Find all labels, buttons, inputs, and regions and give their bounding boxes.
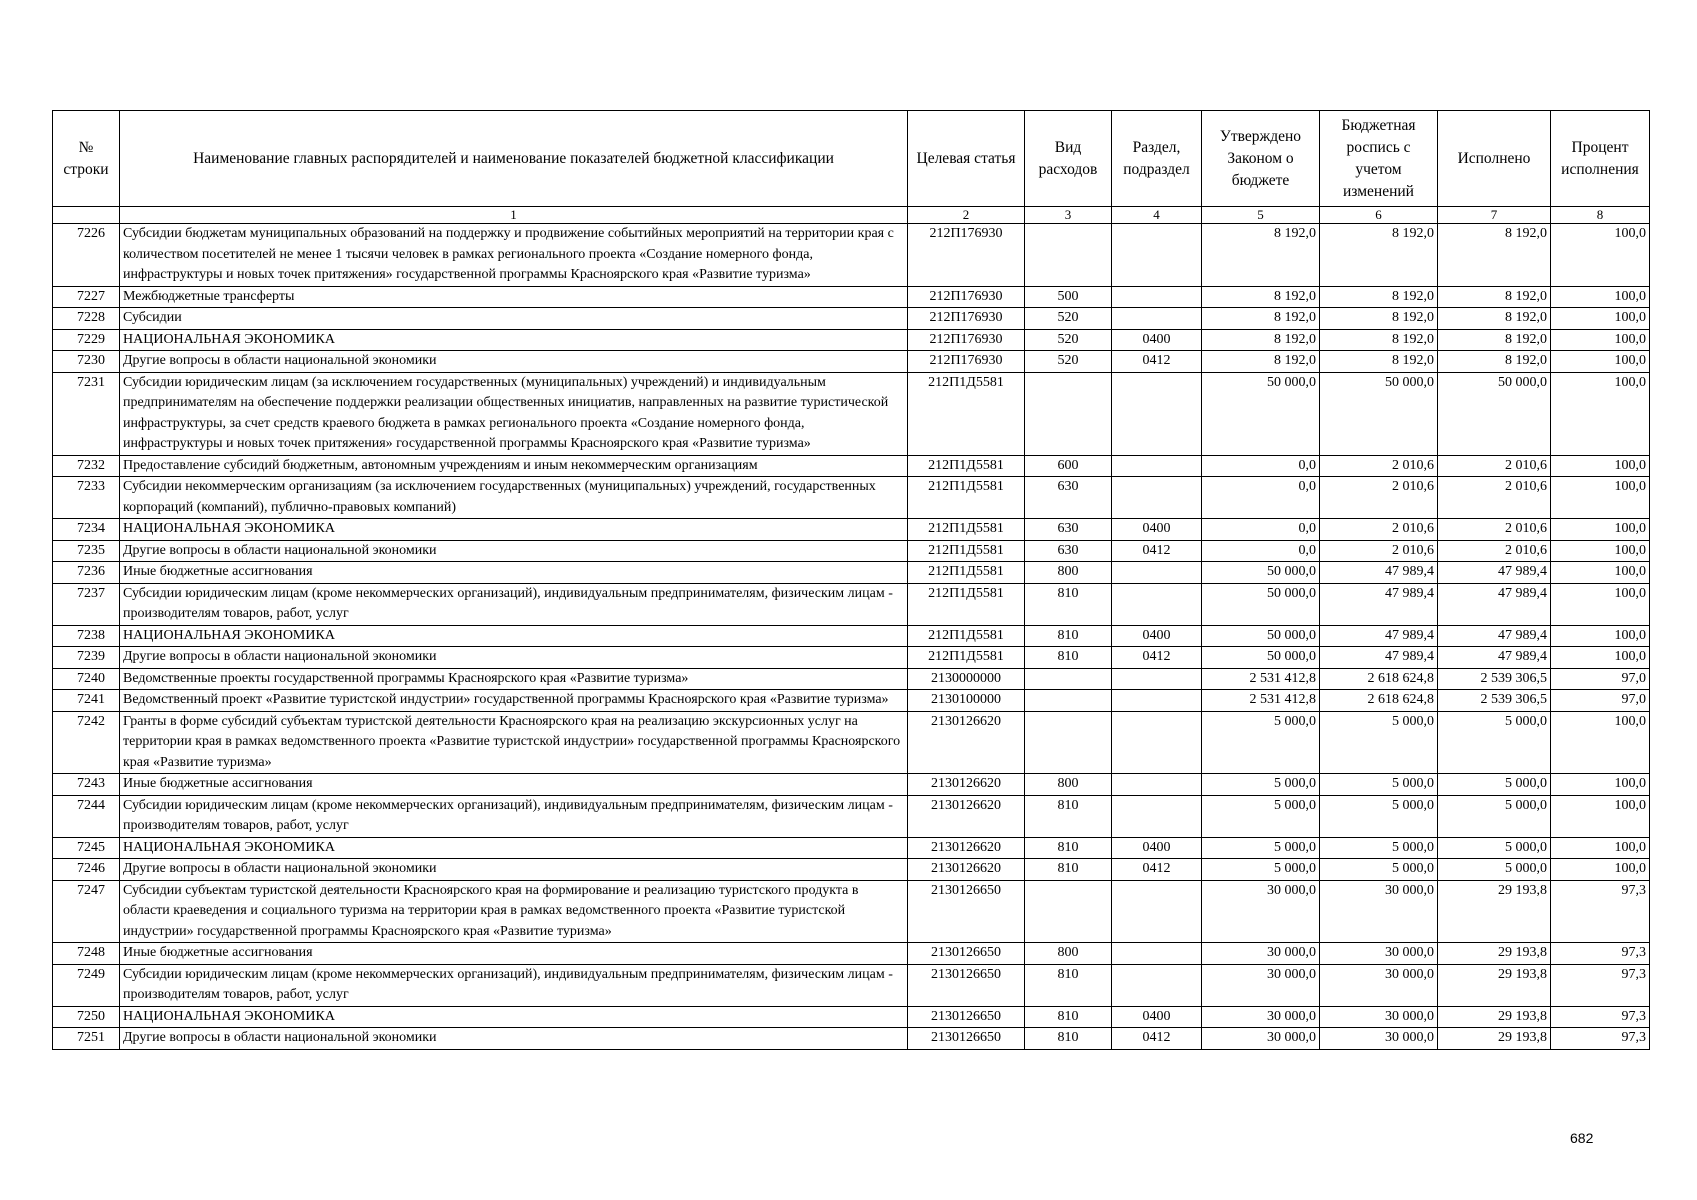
approved-amount-cell: 8 192,0 xyxy=(1202,224,1320,287)
target-article-cell: 2130000000 xyxy=(908,668,1025,690)
header-approved: Утверждено Законом о бюджете xyxy=(1202,111,1320,207)
section-cell xyxy=(1112,668,1202,690)
row-number-cell: 7251 xyxy=(53,1028,120,1050)
item-name-cell: Другие вопросы в области национальной экономики xyxy=(120,647,908,669)
table-body xyxy=(53,224,1650,1050)
table-row xyxy=(53,1028,1650,1050)
section-cell xyxy=(1112,711,1202,774)
approved-amount-cell: 5 000,0 xyxy=(1202,774,1320,796)
target-article-cell: 2130126650 xyxy=(908,1006,1025,1028)
section-cell xyxy=(1112,308,1202,330)
header-schedule: Бюджетная роспись с учетом изменений xyxy=(1320,111,1438,207)
item-name-cell: Другие вопросы в области национальной экономики xyxy=(120,540,908,562)
schedule-amount-cell: 2 010,6 xyxy=(1320,477,1438,519)
target-article-cell: 212П176930 xyxy=(908,308,1025,330)
column-number: 5 xyxy=(1202,207,1320,224)
item-name-cell: НАЦИОНАЛЬНАЯ ЭКОНОМИКА xyxy=(120,519,908,541)
table-row xyxy=(53,540,1650,562)
executed-amount-cell: 5 000,0 xyxy=(1438,795,1551,837)
target-article-cell: 2130126620 xyxy=(908,774,1025,796)
section-cell xyxy=(1112,477,1202,519)
expense-type-cell: 630 xyxy=(1025,477,1112,519)
approved-amount-cell: 30 000,0 xyxy=(1202,880,1320,943)
row-number-cell: 7248 xyxy=(53,943,120,965)
row-number-cell: 7231 xyxy=(53,372,120,455)
percent-cell: 100,0 xyxy=(1551,455,1650,477)
expense-type-cell xyxy=(1025,690,1112,712)
target-article-cell: 212П1Д5581 xyxy=(908,625,1025,647)
item-name-cell: Иные бюджетные ассигнования xyxy=(120,774,908,796)
approved-amount-cell: 50 000,0 xyxy=(1202,625,1320,647)
target-article-cell: 212П1Д5581 xyxy=(908,372,1025,455)
executed-amount-cell: 29 193,8 xyxy=(1438,964,1551,1006)
target-article-cell: 212П1Д5581 xyxy=(908,647,1025,669)
expense-type-cell xyxy=(1025,372,1112,455)
expense-type-cell: 810 xyxy=(1025,625,1112,647)
item-name-cell: Другие вопросы в области национальной экономики xyxy=(120,351,908,373)
table-row xyxy=(53,224,1650,287)
percent-cell: 97,0 xyxy=(1551,690,1650,712)
target-article-cell: 212П176930 xyxy=(908,351,1025,373)
schedule-amount-cell: 8 192,0 xyxy=(1320,224,1438,287)
approved-amount-cell: 8 192,0 xyxy=(1202,329,1320,351)
schedule-amount-cell: 2 618 624,8 xyxy=(1320,690,1438,712)
row-number-cell: 7238 xyxy=(53,625,120,647)
target-article-cell: 2130126620 xyxy=(908,795,1025,837)
schedule-amount-cell: 5 000,0 xyxy=(1320,774,1438,796)
section-cell: 0412 xyxy=(1112,351,1202,373)
schedule-amount-cell: 47 989,4 xyxy=(1320,647,1438,669)
expense-type-cell: 810 xyxy=(1025,964,1112,1006)
approved-amount-cell: 8 192,0 xyxy=(1202,308,1320,330)
schedule-amount-cell: 2 010,6 xyxy=(1320,540,1438,562)
expense-type-cell: 520 xyxy=(1025,329,1112,351)
target-article-cell: 212П1Д5581 xyxy=(908,562,1025,584)
item-name-cell: Субсидии субъектам туристской деятельности Красноярского края на формирование и реализацию туристского продукта в области краеведения и социального туризма на территории края в рамках ведомственного проекта «Развитие туристской индустрии» государственной программы Красноярского края «Развитие туризма» xyxy=(120,880,908,943)
section-cell xyxy=(1112,690,1202,712)
executed-amount-cell: 2 539 306,5 xyxy=(1438,690,1551,712)
item-name-cell: Субсидии бюджетам муниципальных образований на поддержку и продвижение событийных мероприятий на территории края с количеством посетителей не менее 1 тысячи человек в рамках регионального проекта «Создание номерного фонда, инфраструктуры и новых точек притяжения» государственной программы Красноярского края «Развитие туризма» xyxy=(120,224,908,287)
schedule-amount-cell: 2 618 624,8 xyxy=(1320,668,1438,690)
header-target-article: Целевая статья xyxy=(908,111,1025,207)
percent-cell: 100,0 xyxy=(1551,540,1650,562)
approved-amount-cell: 2 531 412,8 xyxy=(1202,668,1320,690)
table-row xyxy=(53,795,1650,837)
row-number-cell: 7250 xyxy=(53,1006,120,1028)
expense-type-cell xyxy=(1025,880,1112,943)
executed-amount-cell: 29 193,8 xyxy=(1438,880,1551,943)
expense-type-cell: 800 xyxy=(1025,562,1112,584)
item-name-cell: Субсидии юридическим лицам (кроме некоммерческих организаций), индивидуальным предпринимателям, физическим лицам - производителям товаров, работ, услуг xyxy=(120,964,908,1006)
table-row xyxy=(53,519,1650,541)
table-row xyxy=(53,455,1650,477)
schedule-amount-cell: 30 000,0 xyxy=(1320,1028,1438,1050)
percent-cell: 100,0 xyxy=(1551,308,1650,330)
row-number-cell: 7229 xyxy=(53,329,120,351)
column-number-row xyxy=(53,207,1650,224)
table-row xyxy=(53,711,1650,774)
percent-cell: 100,0 xyxy=(1551,329,1650,351)
target-article-cell: 2130126620 xyxy=(908,711,1025,774)
approved-amount-cell: 5 000,0 xyxy=(1202,859,1320,881)
approved-amount-cell: 0,0 xyxy=(1202,477,1320,519)
table-row xyxy=(53,943,1650,965)
executed-amount-cell: 8 192,0 xyxy=(1438,329,1551,351)
percent-cell: 100,0 xyxy=(1551,837,1650,859)
percent-cell: 97,3 xyxy=(1551,1006,1650,1028)
percent-cell: 100,0 xyxy=(1551,859,1650,881)
table-row xyxy=(53,329,1650,351)
percent-cell: 100,0 xyxy=(1551,286,1650,308)
row-number-cell: 7228 xyxy=(53,308,120,330)
percent-cell: 100,0 xyxy=(1551,625,1650,647)
schedule-amount-cell: 47 989,4 xyxy=(1320,583,1438,625)
section-cell xyxy=(1112,372,1202,455)
section-cell xyxy=(1112,795,1202,837)
row-number-cell: 7233 xyxy=(53,477,120,519)
column-number xyxy=(53,207,120,224)
row-number-cell: 7234 xyxy=(53,519,120,541)
table-row xyxy=(53,583,1650,625)
expense-type-cell xyxy=(1025,668,1112,690)
approved-amount-cell: 5 000,0 xyxy=(1202,711,1320,774)
section-cell xyxy=(1112,562,1202,584)
item-name-cell: Субсидии xyxy=(120,308,908,330)
item-name-cell: Другие вопросы в области национальной экономики xyxy=(120,1028,908,1050)
percent-cell: 100,0 xyxy=(1551,795,1650,837)
percent-cell: 100,0 xyxy=(1551,372,1650,455)
row-number-cell: 7232 xyxy=(53,455,120,477)
percent-cell: 100,0 xyxy=(1551,647,1650,669)
target-article-cell: 212П1Д5581 xyxy=(908,455,1025,477)
item-name-cell: Ведомственный проект «Развитие туристской индустрии» государственной программы Красноярского края «Развитие туризма» xyxy=(120,690,908,712)
target-article-cell: 212П176930 xyxy=(908,329,1025,351)
table-row xyxy=(53,837,1650,859)
executed-amount-cell: 8 192,0 xyxy=(1438,224,1551,287)
table-row xyxy=(53,859,1650,881)
approved-amount-cell: 30 000,0 xyxy=(1202,1006,1320,1028)
section-cell xyxy=(1112,943,1202,965)
schedule-amount-cell: 8 192,0 xyxy=(1320,286,1438,308)
expense-type-cell: 810 xyxy=(1025,583,1112,625)
table-row xyxy=(53,625,1650,647)
expense-type-cell: 800 xyxy=(1025,774,1112,796)
item-name-cell: НАЦИОНАЛЬНАЯ ЭКОНОМИКА xyxy=(120,1006,908,1028)
column-number: 7 xyxy=(1438,207,1551,224)
expense-type-cell: 810 xyxy=(1025,795,1112,837)
item-name-cell: Иные бюджетные ассигнования xyxy=(120,562,908,584)
target-article-cell: 2130126620 xyxy=(908,837,1025,859)
item-name-cell: Субсидии юридическим лицам (кроме некоммерческих организаций), индивидуальным предпринимателям, физическим лицам - производителям товаров, работ, услуг xyxy=(120,795,908,837)
executed-amount-cell: 8 192,0 xyxy=(1438,286,1551,308)
executed-amount-cell: 2 010,6 xyxy=(1438,477,1551,519)
executed-amount-cell: 5 000,0 xyxy=(1438,711,1551,774)
section-cell: 0412 xyxy=(1112,1028,1202,1050)
executed-amount-cell: 47 989,4 xyxy=(1438,562,1551,584)
schedule-amount-cell: 50 000,0 xyxy=(1320,372,1438,455)
table-row xyxy=(53,286,1650,308)
expense-type-cell xyxy=(1025,711,1112,774)
item-name-cell: Другие вопросы в области национальной экономики xyxy=(120,859,908,881)
row-number-cell: 7244 xyxy=(53,795,120,837)
row-number-cell: 7239 xyxy=(53,647,120,669)
schedule-amount-cell: 5 000,0 xyxy=(1320,711,1438,774)
percent-cell: 97,0 xyxy=(1551,668,1650,690)
target-article-cell: 2130100000 xyxy=(908,690,1025,712)
approved-amount-cell: 8 192,0 xyxy=(1202,286,1320,308)
percent-cell: 97,3 xyxy=(1551,943,1650,965)
item-name-cell: Ведомственные проекты государственной программы Красноярского края «Развитие туризма» xyxy=(120,668,908,690)
approved-amount-cell: 30 000,0 xyxy=(1202,943,1320,965)
table-row xyxy=(53,562,1650,584)
schedule-amount-cell: 30 000,0 xyxy=(1320,880,1438,943)
header-row xyxy=(53,111,1650,207)
executed-amount-cell: 47 989,4 xyxy=(1438,647,1551,669)
schedule-amount-cell: 8 192,0 xyxy=(1320,329,1438,351)
row-number-cell: 7236 xyxy=(53,562,120,584)
row-number-cell: 7247 xyxy=(53,880,120,943)
expense-type-cell: 520 xyxy=(1025,308,1112,330)
executed-amount-cell: 2 010,6 xyxy=(1438,540,1551,562)
header-row-number: № строки xyxy=(53,111,120,207)
approved-amount-cell: 50 000,0 xyxy=(1202,562,1320,584)
section-cell: 0412 xyxy=(1112,540,1202,562)
percent-cell: 100,0 xyxy=(1551,583,1650,625)
percent-cell: 100,0 xyxy=(1551,774,1650,796)
table-row xyxy=(53,647,1650,669)
section-cell: 0400 xyxy=(1112,837,1202,859)
approved-amount-cell: 0,0 xyxy=(1202,540,1320,562)
section-cell: 0400 xyxy=(1112,625,1202,647)
expense-type-cell: 810 xyxy=(1025,1028,1112,1050)
executed-amount-cell: 50 000,0 xyxy=(1438,372,1551,455)
expense-type-cell: 630 xyxy=(1025,540,1112,562)
item-name-cell: НАЦИОНАЛЬНАЯ ЭКОНОМИКА xyxy=(120,625,908,647)
approved-amount-cell: 5 000,0 xyxy=(1202,837,1320,859)
section-cell xyxy=(1112,455,1202,477)
row-number-cell: 7242 xyxy=(53,711,120,774)
section-cell xyxy=(1112,964,1202,1006)
section-cell xyxy=(1112,286,1202,308)
item-name-cell: Межбюджетные трансферты xyxy=(120,286,908,308)
column-number: 8 xyxy=(1551,207,1650,224)
target-article-cell: 212П1Д5581 xyxy=(908,477,1025,519)
approved-amount-cell: 50 000,0 xyxy=(1202,647,1320,669)
item-name-cell: Предоставление субсидий бюджетным, автономным учреждениям и иным некоммерческим организациям xyxy=(120,455,908,477)
percent-cell: 100,0 xyxy=(1551,351,1650,373)
section-cell xyxy=(1112,774,1202,796)
header-section: Раздел, подраздел xyxy=(1112,111,1202,207)
percent-cell: 97,3 xyxy=(1551,1028,1650,1050)
header-expense-type: Вид расходов xyxy=(1025,111,1112,207)
table-row xyxy=(53,668,1650,690)
item-name-cell: Субсидии юридическим лицам (кроме некоммерческих организаций), индивидуальным предпринимателям, физическим лицам - производителям товаров, работ, услуг xyxy=(120,583,908,625)
row-number-cell: 7230 xyxy=(53,351,120,373)
percent-cell: 100,0 xyxy=(1551,562,1650,584)
column-number: 3 xyxy=(1025,207,1112,224)
target-article-cell: 2130126650 xyxy=(908,943,1025,965)
executed-amount-cell: 47 989,4 xyxy=(1438,625,1551,647)
column-number: 6 xyxy=(1320,207,1438,224)
target-article-cell: 212П176930 xyxy=(908,286,1025,308)
expense-type-cell: 810 xyxy=(1025,1006,1112,1028)
executed-amount-cell: 5 000,0 xyxy=(1438,837,1551,859)
table-row xyxy=(53,774,1650,796)
approved-amount-cell: 5 000,0 xyxy=(1202,795,1320,837)
header-percent: Процент исполнения xyxy=(1551,111,1650,207)
approved-amount-cell: 2 531 412,8 xyxy=(1202,690,1320,712)
section-cell xyxy=(1112,583,1202,625)
item-name-cell: Субсидии некоммерческим организациям (за исключением государственных (муниципальных) учреждений, государственных корпораций (компаний), публично-правовых компаний) xyxy=(120,477,908,519)
column-number: 2 xyxy=(908,207,1025,224)
item-name-cell: НАЦИОНАЛЬНАЯ ЭКОНОМИКА xyxy=(120,329,908,351)
approved-amount-cell: 50 000,0 xyxy=(1202,583,1320,625)
schedule-amount-cell: 8 192,0 xyxy=(1320,308,1438,330)
expense-type-cell: 810 xyxy=(1025,859,1112,881)
executed-amount-cell: 8 192,0 xyxy=(1438,351,1551,373)
schedule-amount-cell: 30 000,0 xyxy=(1320,964,1438,1006)
column-number: 4 xyxy=(1112,207,1202,224)
executed-amount-cell: 2 010,6 xyxy=(1438,455,1551,477)
header-executed: Исполнено xyxy=(1438,111,1551,207)
expense-type-cell: 630 xyxy=(1025,519,1112,541)
approved-amount-cell: 0,0 xyxy=(1202,455,1320,477)
row-number-cell: 7226 xyxy=(53,224,120,287)
row-number-cell: 7240 xyxy=(53,668,120,690)
percent-cell: 100,0 xyxy=(1551,477,1650,519)
section-cell: 0400 xyxy=(1112,1006,1202,1028)
expense-type-cell: 500 xyxy=(1025,286,1112,308)
item-name-cell: Гранты в форме субсидий субъектам туристской деятельности Красноярского края на реализацию экскурсионных услуг на территории края в рамках ведомственного проекта «Развитие туристской индустрии» государственной программы Красноярского края «Развитие туризма» xyxy=(120,711,908,774)
row-number-cell: 7243 xyxy=(53,774,120,796)
section-cell: 0412 xyxy=(1112,647,1202,669)
section-cell: 0400 xyxy=(1112,519,1202,541)
schedule-amount-cell: 30 000,0 xyxy=(1320,1006,1438,1028)
executed-amount-cell: 8 192,0 xyxy=(1438,308,1551,330)
expense-type-cell: 800 xyxy=(1025,943,1112,965)
schedule-amount-cell: 5 000,0 xyxy=(1320,795,1438,837)
executed-amount-cell: 5 000,0 xyxy=(1438,859,1551,881)
row-number-cell: 7246 xyxy=(53,859,120,881)
header-name: Наименование главных распорядителей и наименование показателей бюджетной классификации xyxy=(120,111,908,207)
target-article-cell: 2130126650 xyxy=(908,964,1025,1006)
target-article-cell: 2130126620 xyxy=(908,859,1025,881)
column-number: 1 xyxy=(120,207,908,224)
target-article-cell: 212П1Д5581 xyxy=(908,583,1025,625)
row-number-cell: 7245 xyxy=(53,837,120,859)
table-row xyxy=(53,351,1650,373)
table-row xyxy=(53,964,1650,1006)
table-row xyxy=(53,308,1650,330)
section-cell xyxy=(1112,880,1202,943)
approved-amount-cell: 50 000,0 xyxy=(1202,372,1320,455)
executed-amount-cell: 29 193,8 xyxy=(1438,1006,1551,1028)
section-cell: 0400 xyxy=(1112,329,1202,351)
page-number: 682 xyxy=(1570,1130,1594,1146)
item-name-cell: НАЦИОНАЛЬНАЯ ЭКОНОМИКА xyxy=(120,837,908,859)
expense-type-cell: 810 xyxy=(1025,647,1112,669)
section-cell: 0412 xyxy=(1112,859,1202,881)
percent-cell: 100,0 xyxy=(1551,711,1650,774)
expense-type-cell xyxy=(1025,224,1112,287)
target-article-cell: 2130126650 xyxy=(908,1028,1025,1050)
executed-amount-cell: 29 193,8 xyxy=(1438,943,1551,965)
row-number-cell: 7249 xyxy=(53,964,120,1006)
item-name-cell: Иные бюджетные ассигнования xyxy=(120,943,908,965)
approved-amount-cell: 0,0 xyxy=(1202,519,1320,541)
approved-amount-cell: 8 192,0 xyxy=(1202,351,1320,373)
percent-cell: 100,0 xyxy=(1551,224,1650,287)
table-row xyxy=(53,690,1650,712)
target-article-cell: 2130126650 xyxy=(908,880,1025,943)
schedule-amount-cell: 5 000,0 xyxy=(1320,859,1438,881)
table-row xyxy=(53,880,1650,943)
row-number-cell: 7241 xyxy=(53,690,120,712)
target-article-cell: 212П1Д5581 xyxy=(908,540,1025,562)
executed-amount-cell: 5 000,0 xyxy=(1438,774,1551,796)
target-article-cell: 212П176930 xyxy=(908,224,1025,287)
percent-cell: 97,3 xyxy=(1551,964,1650,1006)
budget-execution-sheet xyxy=(52,110,1649,1050)
row-number-cell: 7237 xyxy=(53,583,120,625)
executed-amount-cell: 2 010,6 xyxy=(1438,519,1551,541)
expense-type-cell: 520 xyxy=(1025,351,1112,373)
executed-amount-cell: 29 193,8 xyxy=(1438,1028,1551,1050)
schedule-amount-cell: 47 989,4 xyxy=(1320,562,1438,584)
schedule-amount-cell: 2 010,6 xyxy=(1320,519,1438,541)
approved-amount-cell: 30 000,0 xyxy=(1202,1028,1320,1050)
schedule-amount-cell: 30 000,0 xyxy=(1320,943,1438,965)
schedule-amount-cell: 47 989,4 xyxy=(1320,625,1438,647)
executed-amount-cell: 47 989,4 xyxy=(1438,583,1551,625)
table-row xyxy=(53,372,1650,455)
target-article-cell: 212П1Д5581 xyxy=(908,519,1025,541)
row-number-cell: 7235 xyxy=(53,540,120,562)
budget-table xyxy=(52,110,1650,1050)
schedule-amount-cell: 8 192,0 xyxy=(1320,351,1438,373)
executed-amount-cell: 2 539 306,5 xyxy=(1438,668,1551,690)
expense-type-cell: 600 xyxy=(1025,455,1112,477)
table-row xyxy=(53,477,1650,519)
percent-cell: 100,0 xyxy=(1551,519,1650,541)
percent-cell: 97,3 xyxy=(1551,880,1650,943)
approved-amount-cell: 30 000,0 xyxy=(1202,964,1320,1006)
row-number-cell: 7227 xyxy=(53,286,120,308)
schedule-amount-cell: 2 010,6 xyxy=(1320,455,1438,477)
schedule-amount-cell: 5 000,0 xyxy=(1320,837,1438,859)
item-name-cell: Субсидии юридическим лицам (за исключением государственных (муниципальных) учреждений) и индивидуальным предпринимателям на обеспечение поддержки реализации общественных инициатив, направленных на развитие туристической инфраструктуры, за счет средств краевого бюджета в рамках регионального проекта «Создание номерного фонда, инфраструктуры и новых точек притяжения» государственной программы Красноярского края «Развитие туризма» xyxy=(120,372,908,455)
expense-type-cell: 810 xyxy=(1025,837,1112,859)
section-cell xyxy=(1112,224,1202,287)
table-row xyxy=(53,1006,1650,1028)
